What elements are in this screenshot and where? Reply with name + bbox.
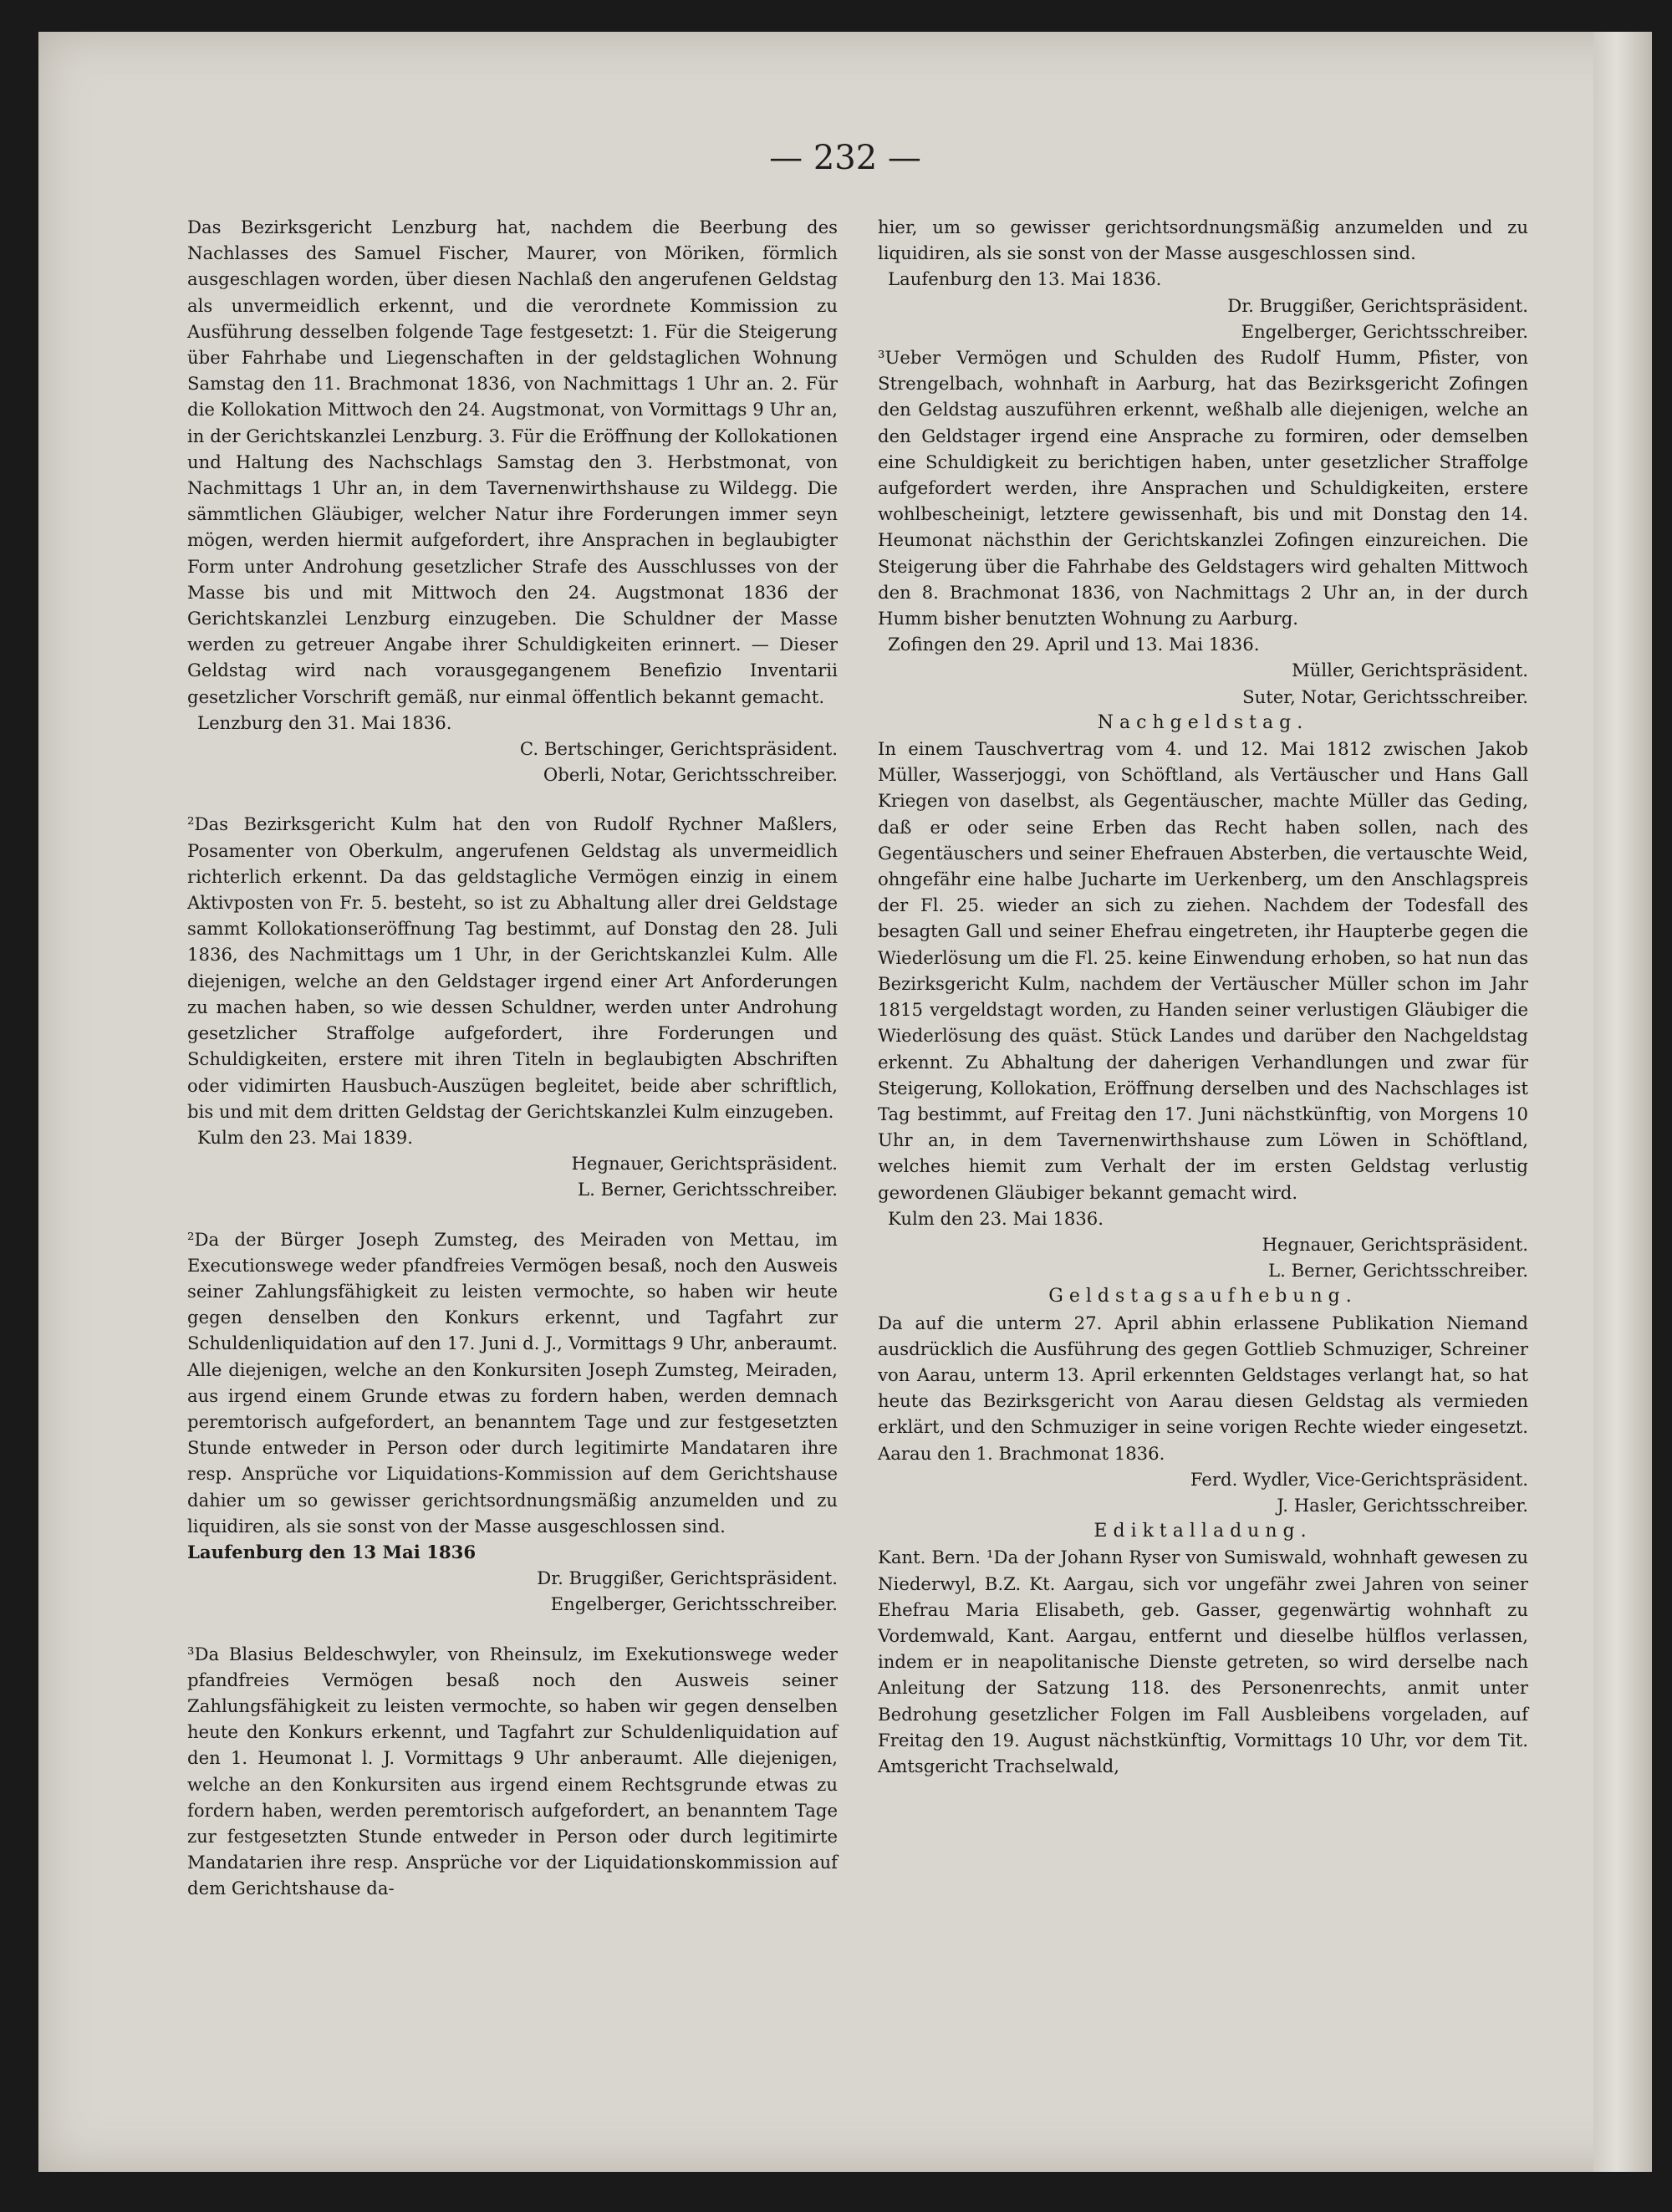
notice-kulm-signature-2: L. Berner, Gerichtsschreiber. [578,1179,838,1200]
notice-mettau-signature-1: Dr. Bruggißer, Gerichtspräsident. [537,1567,838,1589]
left-column [187,214,838,1902]
right-column [878,214,1528,1779]
notice-mettau-dateline: Laufenburg den 13 Mai 1836 [187,1541,477,1562]
notice-kulm-signature-1: Hegnauer, Gerichtspräsident. [571,1153,838,1175]
notice-lenzburg-signature-2: Oberli, Notar, Gerichtsschreiber. [543,764,838,786]
notice-schoeftland-dateline: Kulm den 23. Mai 1836. [888,1207,1104,1229]
notice-rheinsulz-signature-1: Dr. Bruggißer, Gerichtspräsident. [1227,294,1528,316]
newspaper-page [38,32,1652,2172]
notice-humm-text: ³Ueber Vermögen und Schulden des Rudolf Humm, Pfister, von Strengelbach, wohnhaft in Aarburg, hat das Bezirksgericht Zofingen den Geldstag auszuführen erkennt, weßhalb alle diejenigen, welche an den Geldstager irgend eine Ansprache zu formiren, oder demselben eine Schuldigkeit zu berichtigen haben, unter gesetzlicher Straffolge aufgefordert werden, ihre Ansprachen und Schuldigkeiten, erstere wohlbescheinigt, letztere gewissenhaft, bis und mit Donstag den 14. Heumonat nächsthin der Gerichtskanzlei Zofingen einzureichen. Die Steigerung über die Fahrhabe des Geldstagers wird gehalten Mittwoch den 8. Brachmonat 1836, von Nachmittags 2 Uhr an, in der durch Humm bisher benutzten Wohnung zu Aarburg. [878,347,1528,629]
heading-nachgeldstag: Nachgeldstag. [1097,711,1309,733]
notice-mettau-text: ²Da der Bürger Joseph Zumsteg, des Meiraden von Mettau, im Executionswege weder pfandfreies Vermögen besaß, noch den Ausweis seiner Zahlungsfähigkeit zu leisten vermochte, so haben wir heute gegen denselben den Konkurs erkennt, und Tagfahrt zur Schuldenliquidation auf den 17. Juni d. J., Vormittags 9 Uhr, anberaumt. Alle diejenigen, welche an den Konkursiten Joseph Zumsteg, Meiraden, aus irgend einem Grunde etwas zu fordern haben, werden demnach peremtorisch aufgefordert, an benanntem Tage und zur festgesetzten Stunde entweder in Person oder durch legitimirte Mandataren ihre resp. Ansprüche vor Liquidations-Kommission auf dem Gerichtshause dahier um so gewisser gerichtsordnungsmäßig anzumelden und zu liquidiren, als sie sonst von der Masse ausgeschlossen sind. [187,1228,838,1537]
notice-kulm-dateline: Kulm den 23. Mai 1839. [197,1126,414,1148]
notice-schoeftland-signature-2: L. Berner, Gerichtsschreiber. [1268,1260,1528,1282]
notice-bern-text: Kant. Bern. ¹Da der Johann Ryser von Sumiswald, wohnhaft gewesen zu Niederwyl, B.Z. Kt. Aargau, sich vor ungefähr zwei Jahren von seiner Ehefrau Maria Elisabeth, geb. Gasser, gegenwärtig wohnhaft zu Vordemwald, Kant. Aargau, entfernt und dieselbe hülflos verlassen, indem er in neapolitanische Dienste getreten, so wird derselbe nach Anleitung der Satzung 118. des Personenrechts, anmit unter Bedrohung gesetzlicher Folgen im Fall Ausbleibens vorgeladen, auf Freitag den 19. August nächstkünftig, Vormittags 10 Uhr, vor dem Tit. Amtsgericht Trachselwald, [878,1547,1528,1776]
notice-kulm-text: ²Das Bezirksgericht Kulm hat den von Rudolf Rychner Maßlers, Posamenter von Oberkulm, angerufenen Geldstag als unvermeidlich richterlich erkennt. Da das geldstagliche Vermögen einzig in einem Aktivposten von Fr. 5. besteht, so ist zu Abhaltung aller drei Geldstage sammt Kollokationseröffnung Tag bestimmt, auf Donstag den 28. Juli 1836, des Nachmittags um 1 Uhr, in der Gerichtskanzlei Kulm. Alle diejenigen, welche an den Geldstager irgend einer Art Anforderungen zu machen haben, so wie dessen Schuldner, werden unter Androhung gesetzlicher Straffolge aufgefordert, ihre Forderungen und Schuldigkeiten, erstere mit ihren Titeln in beglaubigten Abschriften oder vidimirten Hausbuch-Auszügen begleitet, beide aber schriftlich, bis und mit dem dritten Geldstag der Gerichtskanzlei Kulm einzugeben. [187,813,838,1122]
notice-humm-dateline: Zofingen den 29. April und 13. Mai 1836. [888,634,1260,655]
notice-rheinsulz-text: ³Da Blasius Beldeschwyler, von Rheinsulz, im Exekutionswege weder pfandfreies Vermögen besaß noch den Ausweis seiner Zahlungsfähigkeit zu leisten vermochte, so haben wir gegen denselben heute den Konkurs erkennt, und Tagfahrt zur Schuldenliquidation auf den 1. Heumonat l. J. Vormittags 9 Uhr anberaumt. Alle diejenigen, welche an den Konkursiten aus irgend einem Rechtsgrunde etwas zu fordern haben, werden peremtorisch aufgefordert, an benanntem Tage zur festgesetzten Stunde entweder in Person oder durch legitimirte Mandatarien ihre resp. Ansprüche vor der Liquidationskommission auf dem Gerichtshause da- [187,1643,838,1899]
notice-rheinsulz-continued-text: hier, um so gewisser gerichtsordnungsmäßig anzumelden und zu liquidiren, als sie sonst von der Masse ausgeschlossen sind. [878,217,1528,264]
notice-aarau-signature-1: Ferd. Wydler, Vice-Gerichtspräsident. [1190,1468,1528,1490]
notice-aarau-signature-2: J. Hasler, Gerichtsschreiber. [1277,1494,1528,1516]
heading-geldstagsaufhebung: Geldstagsaufhebung. [1048,1286,1358,1307]
notice-humm-signature-2: Suter, Notar, Gerichtsschreiber. [1242,686,1528,707]
notice-rheinsulz-signature-2: Engelberger, Gerichtsschreiber. [1241,320,1528,342]
notice-schoeftland-signature-1: Hegnauer, Gerichtspräsident. [1262,1233,1528,1255]
notice-lenzburg-dateline: Lenzburg den 31. Mai 1836. [197,711,452,733]
page-number: — 232 — [769,139,921,177]
notice-lenzburg-text: Das Bezirksgericht Lenzburg hat, nachdem die Beerbung des Nachlasses des Samuel Fischer, Maurer, von Möriken, förmlich ausgeschlagen worden, über diesen Nachlaß den angerufenen Geldstag als unvermeidlich erkennt, und die verordnete Kommission zu Ausführung desselben folgende Tage festgesetzt: 1. Für die Steigerung über Fahrhabe und Liegenschaften in der geldstaglichen Wohnung Samstag den 11. Brachmonat 1836, von Nachmittags 1 Uhr an. 2. Für die Kollokation Mittwoch den 24. Augstmonat, von Vormittags 9 Uhr an, in der Gerichtskanzlei Lenzburg. 3. Für die Eröffnung der Kollokationen und Haltung des Nachschlags Samstag den 3. Herbstmonat, von Nachmittags 1 Uhr an, in dem Tavernenwirthshause zu Wildegg. Die sämmtlichen Gläubiger, welcher Natur ihre Forderungen immer seyn mögen, werden hiermit aufgefordert, ihre Ansprachen in beglaubigter Form unter Androhung gesetzlicher Strafe des Ausschlusses von der Masse bis und mit Mittwoch den 24. Augstmonat 1836 der Gerichtskanzlei Lenzburg einzugeben. Die Schuldner der Masse werden zu getreuer Angabe ihrer Schuldigkeiten erinnert. — Dieser Geldstag wird nach vorausgegangenem Benefizio Inventarii gesetzlicher Vorschrift gemäß, nur einmal öffentlich bekannt gemacht. [187,217,838,707]
notice-mettau-signature-2: Engelberger, Gerichtsschreiber. [550,1593,838,1615]
notice-lenzburg-signature-1: C. Bertschinger, Gerichtspräsident. [519,738,838,760]
notice-rheinsulz-dateline: Laufenburg den 13. Mai 1836. [888,268,1162,290]
notice-schoeftland-text: In einem Tauschvertrag vom 4. und 12. Mai 1812 zwischen Jakob Müller, Wasserjoggi, von Schöftland, als Vertäuscher und Hans Gall Kriegen von daselbst, als Gegentäuscher, machte Müller das Geding, daß er oder seine Erben das Recht haben sollen, nach des Gegentäuschers und seiner Ehefrauen Absterben, die vertauschte Weid, ohngefähr eine halbe Jucharte im Uerkenberg, um den Anschlagspreis der Fl. 25. wieder an sich zu ziehen. Nachdem der Todesfall des besagten Gall und seiner Ehefrau eingetreten, ihr Haupterbe gegen die Wiederlösung um die Fl. 25. keine Einwendung erhoben, so hat nun das Bezirksgericht Kulm, nachdem der Vertäuscher Müller schon im Jahr 1815 vergeldstagt worden, zu Handen seiner verlustigen Gläubiger die Wiederlösung des quäst. Stück Landes und darüber den Nachgeldstag erkennt. Zu Abhaltung der daherigen Verhandlungen und zwar für Steigerung, Kollokation, Eröffnung derselben und des Nachschlages ist Tag bestimmt, auf Freitag den 17. Juni nächstkünftig, von Morgens 10 Uhr an, in dem Tavernenwirthshause zum Löwen in Schöftland, welches hiemit zum Verhalt der im ersten Geldstag verlustig gewordenen Gläubiger bekannt gemacht wird. [878,738,1528,1203]
notice-aarau-text: Da auf die unterm 27. April abhin erlassene Publikation Niemand ausdrücklich die Ausführung des gegen Gottlieb Schmuziger, Schreiner von Aarau, unterm 13. April erkennten Geldstages verlangt hat, so hat heute das Bezirksgericht von Aarau diesen Geldstag als vermieden erklärt, und den Schmuziger in seine vorigen Rechte wieder eingesetzt. Aarau den 1. Brachmonat 1836. [878,1312,1528,1464]
page-edge [1593,32,1652,2172]
heading-ediktalladung: Ediktalladung. [1093,1521,1313,1542]
notice-humm-signature-1: Müller, Gerichtspräsident. [1292,660,1528,681]
